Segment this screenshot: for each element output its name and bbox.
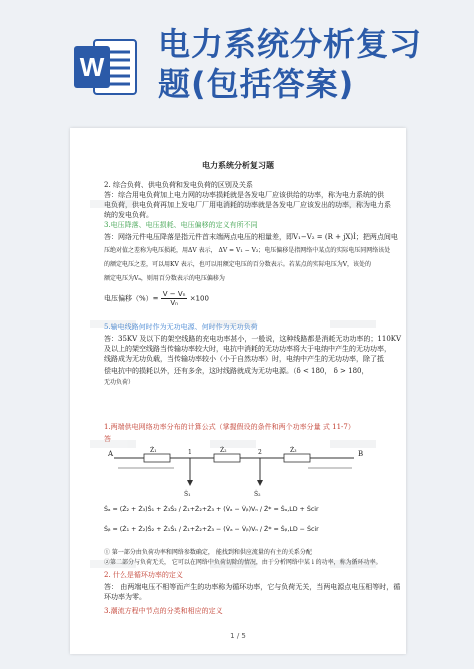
text-line: 3.潮流方程中节点的分类和相应的定义 xyxy=(104,607,223,615)
text-line: 答： 由两端电压不相等而产生的功率称为循环功率，它与负荷无关，当两电源点电压相等时，循 xyxy=(104,583,401,591)
two-end-network-diagram xyxy=(104,446,374,500)
text-line: 电负荷，供电负荷再加上发电厂厂用电消耗的功率就是各发电厂应该发出的功率，称为电力系 xyxy=(104,201,391,209)
text-line: 偿电抗中的损耗以外，还有多余，这时线路就成为无功电源。（δ < 180， δ > 180， xyxy=(104,367,369,375)
text-line: 答：综合用电负荷加上电力网的功率损耗就是各发电厂应该供给的功率，称为电力系统的供 xyxy=(104,191,384,199)
text-line: 无功负荷） xyxy=(104,379,135,386)
z1-label: Ż₁ xyxy=(150,447,157,454)
equation-line: Ṡₐ = (Ż₂ + Ż₃)Ṡ₁ + Ż₃Ṡ₂ / Ż₁+Ż₂+Ż₃ + (V̇ₐ − V̇ᵦ)Vₙ / Ż* = Ṡₐ,LD + Ṡcir xyxy=(104,506,319,513)
formula-numerator: V − Vₙ xyxy=(162,290,186,298)
text-line: 2. 综合负荷、供电负荷和发电负荷的区别及关系 xyxy=(104,181,253,189)
node-a-label: A xyxy=(108,450,114,458)
word-icon xyxy=(74,36,138,98)
text-line: 2. 什么是循环功率的定义 xyxy=(104,571,183,579)
node-2-label: 2 xyxy=(258,449,262,456)
text-line: 的额定电压之差，可以用KV 表示，也可以用额定电压的百分数表示。若某点的实际电压为V，该处的 xyxy=(104,261,372,268)
text-line: 额定电压为Vₙ，则用百分数表示的电压偏移为 xyxy=(104,275,225,282)
page-title xyxy=(158,24,458,104)
title-line-1: 电力系统分析复习 xyxy=(158,25,423,63)
text-line: 5.输电线路何时作为无功电源、何时作为无功负荷 xyxy=(104,323,258,331)
s2-label: Ṡ₂ xyxy=(254,491,261,498)
text-line: 1.两端供电网络功率分布的计算公式（掌握假设的条件和两个功率分量 式 11-7） xyxy=(104,423,355,431)
word-icon-letter: W xyxy=(79,52,105,82)
s1-label: Ṡ₁ xyxy=(184,491,191,498)
text-line: ②第二部分与负荷无关， 它可以在网络中负荷切除的情况，由于分析网络中某 i 的功率，称为循环功率。 xyxy=(104,559,382,566)
formula-tail: ×100 xyxy=(189,294,209,303)
page-number: 1 / 5 xyxy=(230,632,246,640)
text-line: 3.电压降落、电压损耗、电压偏移的定义有所不同 xyxy=(104,221,258,229)
text-line: 答 xyxy=(104,435,111,443)
voltage-offset-formula xyxy=(104,290,209,307)
title-line-2: 题(包括答案) xyxy=(158,65,355,103)
text-line: 环功率为零。 xyxy=(104,593,146,601)
formula-denominator: Vₙ xyxy=(170,299,178,307)
text-line: 答：网络元件电压降落是指元件首末端两点电压的相量差，即V₁−V₂ = (R + jX)İ；把两点间电 xyxy=(104,233,398,241)
text-line: ① 第一部分由负荷功率和网络参数确定， 能找到和供应流量的有主的关系分配 xyxy=(104,549,312,556)
text-line: 答：35KV 及以下的架空线路的充电功率甚小，一般说，这种线路都是消耗无功功率的；110KV xyxy=(104,335,402,343)
node-1-label: 1 xyxy=(188,449,192,456)
text-line: 统的发电负荷。 xyxy=(104,211,153,219)
document-page[interactable] xyxy=(70,128,406,654)
text-line: 及以上的架空线路当传输功率较大时，电抗中消耗的无功功率将大于电纳中产生的无功功率， xyxy=(104,345,391,353)
equation-line: Ṡᵦ = (Ż₁ + Ż₂)Ṡ₂ + Ż₁Ṡ₁ / Ż₁+Ż₂+Ż₃ − (V̇ₐ − V̇ᵦ)Vₙ / Ż* = Ṡᵦ,LD − Ṡcir xyxy=(104,526,319,533)
text-line: 线路成为无功负载，当传输功率较小（小于自然功率）时，电纳中产生的无功功率，除了抵 xyxy=(104,355,384,363)
header xyxy=(0,0,474,118)
z2-label: Ż₂ xyxy=(220,447,227,454)
document-title: 电力系统分析复习题 xyxy=(202,161,274,170)
z3-label: Ż₃ xyxy=(290,447,297,454)
text-line: 压绝对值之差称为电压损耗，用ΔV 表示， ΔV = V₁ − V₂；电压偏移是指网络中某点的实际电压同网络该处 xyxy=(104,247,391,254)
node-b-label: B xyxy=(358,450,364,458)
formula-label: 电压偏移（%）= xyxy=(104,294,159,303)
